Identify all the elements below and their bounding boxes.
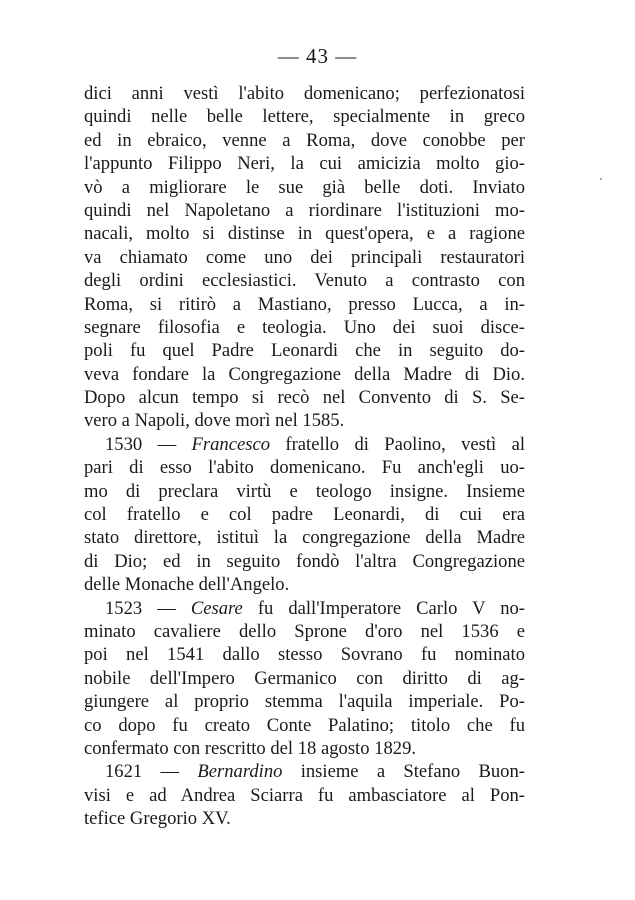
- text-line: ed in ebraico, venne a Roma, dove conobbe per: [84, 129, 525, 151]
- entry-name: Francesco: [191, 433, 271, 455]
- text-line: giungere al proprio stemma l'aquila imperiale. Po-: [84, 691, 525, 713]
- text-line: nobile dell'Impero Germanico con diritto di ag-: [84, 667, 525, 689]
- text-line: quindi nel Napoletano a riordinare l'istituzioni mo-: [84, 199, 525, 221]
- text-line: l'appunto Filippo Neri, la cui amicizia molto gio-: [84, 153, 525, 175]
- page-number: — 43 —: [277, 44, 358, 68]
- text-line: di Dio; ed in seguito fondò l'altra Congregazione: [84, 550, 525, 572]
- text-line: vò a migliorare le sue già belle doti. Inviato: [84, 176, 525, 198]
- text-line: poli fu quel Padre Leonardi che in seguito do-: [84, 340, 525, 362]
- text-line: veva fondare la Congregazione della Madre di Dio.: [84, 363, 525, 385]
- text-line: poi nel 1541 dallo stesso Sovrano fu nominato: [84, 644, 525, 666]
- entry-dash: —: [157, 597, 176, 619]
- entry-first-line: fratello di Paolino, vestì al: [285, 433, 525, 455]
- text-line: nacali, molto si distinse in quest'opera, e a ragione: [84, 223, 525, 245]
- entry-name: Bernardino: [197, 761, 283, 783]
- entry-heading-line: [84, 760, 525, 783]
- entry-dash: —: [157, 433, 177, 455]
- entry-first-line: insieme a Stefano Buon-: [300, 761, 525, 783]
- text-line: vero a Napoli, dove morì nel 1585.: [84, 410, 345, 432]
- entry-dash: —: [160, 761, 180, 783]
- text-line: va chiamato come uno dei principali restauratori: [84, 246, 525, 268]
- text-line: Roma, si ritirò a Mastiano, presso Lucca, a in-: [84, 293, 525, 315]
- paragraph-francesco: [84, 433, 525, 597]
- paragraph-cesare: [84, 597, 525, 761]
- body-text: [84, 82, 525, 831]
- text-line: quindi nelle belle lettere, specialmente in greco: [84, 106, 525, 128]
- text-line: Dopo alcun tempo si recò nel Convento di S. Se-: [84, 387, 525, 409]
- text-line: col fratello e col padre Leonardi, di cui era: [84, 504, 525, 526]
- text-line: stato direttore, istituì la congregazione della Madre: [84, 527, 525, 549]
- entry-year: 1621: [105, 761, 143, 783]
- entry-year: 1523: [105, 597, 143, 619]
- scan-speck: [600, 178, 602, 180]
- text-line: mo di preclara virtù e teologo insigne. Insieme: [84, 480, 525, 502]
- text-line: degli ordini ecclesiastici. Venuto a contrasto con: [84, 270, 525, 292]
- text-line: segnare filosofia e teologia. Uno dei suoi disce-: [84, 316, 525, 338]
- text-line: visi e ad Andrea Sciarra fu ambasciatore al Pon-: [84, 784, 525, 806]
- text-line: confermato con rescritto del 18 agosto 1829.: [84, 737, 417, 759]
- text-line: dici anni vestì l'abito domenicano; perfezionatosi: [84, 83, 525, 104]
- text-line: minato cavaliere dello Sprone d'oro nel 1536 e: [84, 620, 525, 642]
- entry-heading-line: [84, 597, 525, 620]
- entry-name: Cesare: [190, 597, 243, 619]
- text-line: tefice Gregorio XV.: [84, 808, 231, 830]
- paragraph-paolino: [84, 82, 525, 433]
- entry-year: 1530: [105, 433, 143, 455]
- text-line: co dopo fu creato Conte Palatino; titolo che fu: [84, 714, 525, 736]
- entry-first-line: fu dall'Imperatore Carlo V no-: [257, 597, 525, 619]
- paragraph-bernardino: [84, 760, 525, 830]
- text-line: delle Monache dell'Angelo.: [84, 574, 290, 596]
- text-line: pari di esso l'abito domenicano. Fu anch'egli uo-: [84, 457, 525, 479]
- entry-heading-line: [84, 433, 525, 456]
